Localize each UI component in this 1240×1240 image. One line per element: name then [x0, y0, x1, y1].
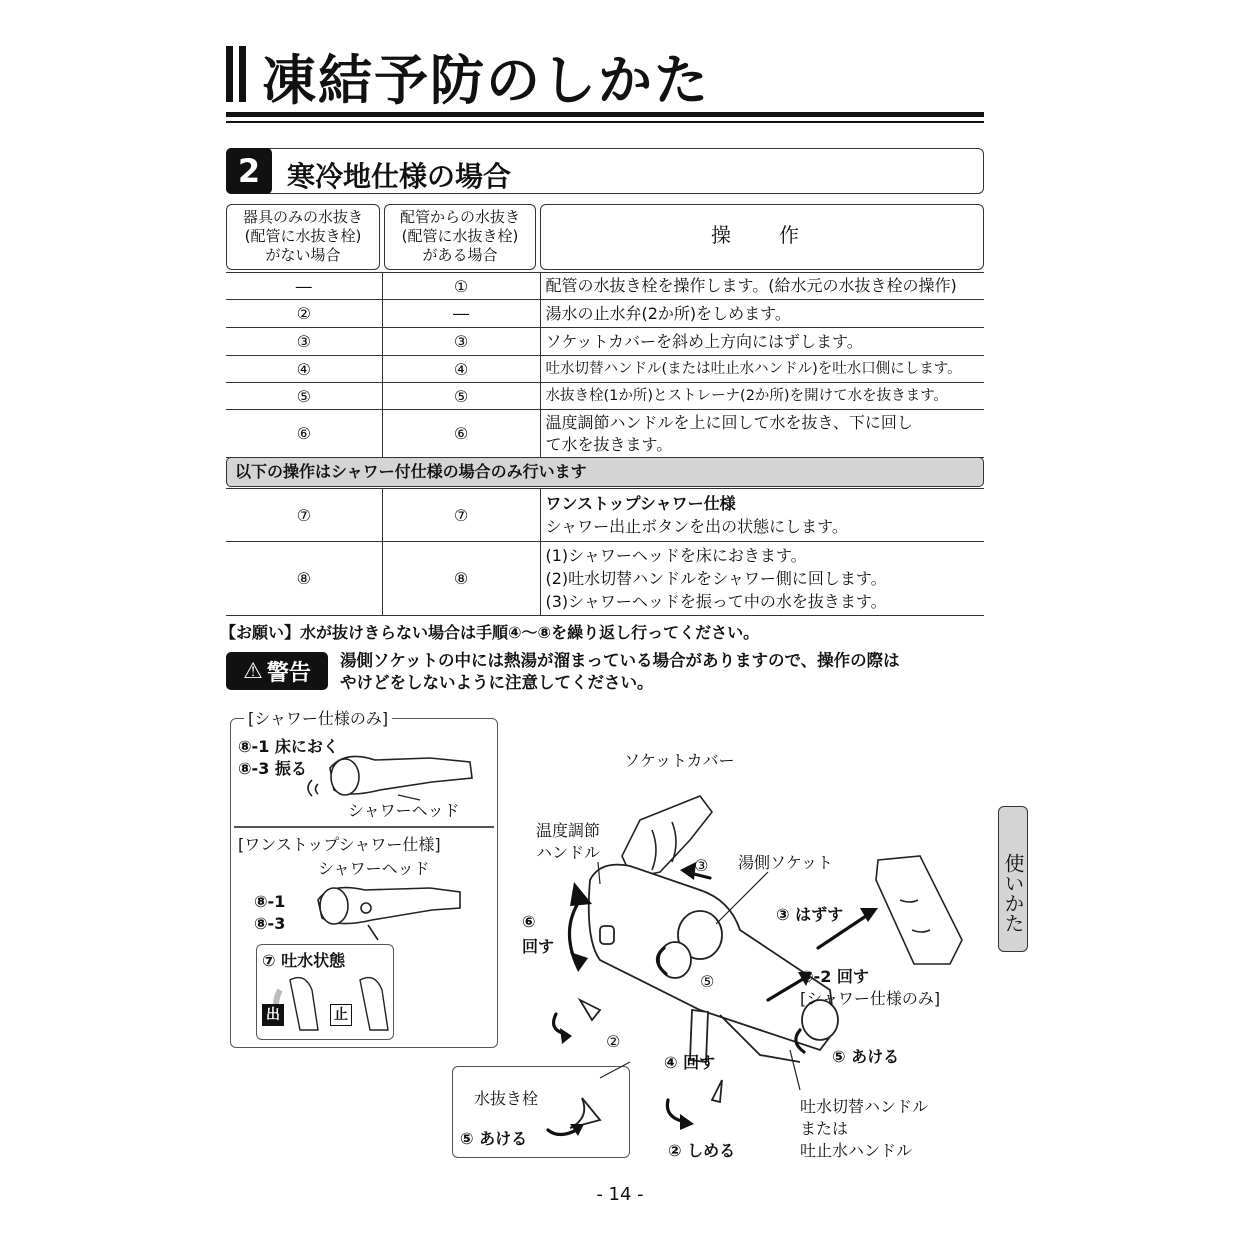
row2-col2: ―	[382, 300, 540, 328]
row7-op-line1: シャワー出止ボタンを出の状態にします。	[545, 517, 848, 536]
col1-line3: がない場合	[265, 246, 341, 264]
side-tab-usage: 使いかた	[998, 806, 1028, 952]
shower-only-box-title: [シャワー仕様のみ]	[244, 706, 392, 729]
label-temp-handle-2: ハンドル	[536, 843, 601, 862]
col2-line2: 配管に水抜き栓	[407, 227, 513, 245]
label-step8-1-floor: ⑧-1 床におく	[238, 737, 339, 756]
label-switch-handle-1: 吐水切替ハンドル	[800, 1097, 929, 1116]
row7-op-title: ワンストップシャワー仕様	[545, 494, 736, 513]
label-step2-a: ②	[606, 1032, 621, 1051]
row8-col2: ⑧	[382, 542, 540, 616]
label-step8-2-turn: ⑧-2 回す	[800, 967, 869, 986]
label-step2-close: ② しめる	[668, 1141, 736, 1160]
row6-op-line1: 温度調節ハンドルを上に回して水を抜き、下に回し	[545, 412, 913, 432]
row4-col1: ④	[226, 356, 382, 383]
row3-op: ソケットカバーを斜め上方向にはずします。	[540, 328, 984, 356]
label-socket-cover: ソケットカバー	[624, 751, 735, 770]
row2-op: 湯水の止水弁(2か所)をしめます。	[540, 300, 984, 328]
row5-op: 水抜き栓(1か所)とストレーナ(2か所)を開けて水を抜きます。	[540, 383, 984, 410]
page-title: 凍結予防のしかた	[262, 49, 710, 112]
label-step3: ③	[694, 856, 709, 875]
warning-line2: やけどをしないように注意してください。	[340, 673, 654, 692]
row8-op-line3: (3)シャワーヘッドを振って中の水を抜きます。	[545, 592, 887, 611]
label-hot-socket: 湯側ソケット	[738, 853, 834, 872]
row6-col2: ⑥	[382, 410, 540, 458]
row8-op-line2: (2)吐水切替ハンドルをシャワー側に回します。	[545, 569, 887, 588]
col2-line1: 配管からの水抜き	[399, 208, 520, 226]
label-step6-turn: 回す	[522, 937, 555, 956]
row1-col1: ―	[226, 273, 382, 300]
row3-col1: ③	[226, 328, 382, 356]
label-step7-state: ⑦ 吐水状態	[262, 951, 346, 970]
warning-triangle-icon: ⚠	[243, 658, 263, 684]
label-switch-handle-3: 吐止水ハンドル	[800, 1141, 913, 1160]
shower-head-illustration-1	[308, 756, 472, 796]
warning-badge-label: 警告	[266, 660, 311, 686]
section-number: 2	[226, 148, 272, 194]
row2-col1: ②	[226, 300, 382, 328]
label-onestop-title: [ワンストップシャワー仕様]	[238, 835, 441, 854]
label-step8-3: ⑧-3	[254, 914, 286, 933]
out-tag: 出	[262, 1004, 284, 1026]
warning-line1: 湯側ソケットの中には熱湯が溜まっている場合がありますので、操作の際は	[340, 651, 900, 670]
row1-op: 配管の水抜き栓を操作します。(給水元の水抜き栓の操作)	[540, 273, 984, 300]
shower-head-illustration-2	[318, 888, 460, 940]
label-temp-handle-1: 温度調節	[536, 821, 601, 840]
col1-line2-wrap: (配管に水抜き栓)	[244, 227, 362, 245]
label-step3-remove: ③ はずす	[776, 905, 844, 924]
stop-tag: 止	[330, 1004, 352, 1026]
label-shower-only-2: [シャワー仕様のみ]	[800, 989, 941, 1008]
label-step8-1: ⑧-1	[254, 892, 286, 911]
label-shower-head-2: シャワーヘッド	[318, 859, 430, 878]
label-step5-open: ⑤ あける	[832, 1047, 900, 1066]
col2-line2-wrap: (配管に水抜き栓)	[401, 227, 519, 245]
row4-col2: ④	[382, 356, 540, 383]
row7-col2: ⑦	[382, 489, 540, 542]
removed-cover-illustration	[876, 856, 962, 964]
label-step5-a: ⑤	[700, 972, 715, 991]
shower-only-header: 以下の操作はシャワー付仕様の場合のみ行います	[226, 457, 984, 487]
row5-col2: ⑤	[382, 383, 540, 410]
label-step6-num: ⑥	[522, 912, 536, 931]
label-step5-open-2: ⑤ あける	[460, 1129, 528, 1148]
row5-col1: ⑤	[226, 383, 382, 410]
row8-col1: ⑧	[226, 542, 382, 616]
table-header-operation: 操 作	[540, 204, 984, 270]
row4-op: 吐水切替ハンドル(または吐止水ハンドル)を吐水口側にします。	[540, 356, 984, 383]
row3-col2: ③	[382, 328, 540, 356]
label-step4-turn: ④ 回す	[664, 1053, 716, 1072]
row8-op-line1: (1)シャワーヘッドを床におきます。	[545, 546, 807, 565]
row7-col1: ⑦	[226, 489, 382, 542]
section-title: 寒冷地仕様の場合	[287, 160, 512, 193]
col2-line3: がある場合	[422, 246, 498, 264]
row1-col2: ①	[382, 273, 540, 300]
label-step8-3-shake: ⑧-3 振る	[238, 759, 307, 778]
col1-line2: 配管に水抜き栓	[250, 227, 356, 245]
request-note: 【お願い】水が抜けきらない場合は手順④〜⑧を繰り返し行ってください。	[220, 623, 760, 642]
page-number: - 14 -	[596, 1184, 644, 1205]
label-shower-head-1: シャワーヘッド	[348, 801, 460, 820]
label-drain-plug: 水抜き栓	[474, 1089, 539, 1108]
label-switch-handle-2: または	[800, 1119, 849, 1138]
row6-op-line2: て水を抜きます。	[545, 434, 673, 454]
col1-line1: 器具のみの水抜き	[242, 208, 363, 226]
row6-col1: ⑥	[226, 410, 382, 458]
